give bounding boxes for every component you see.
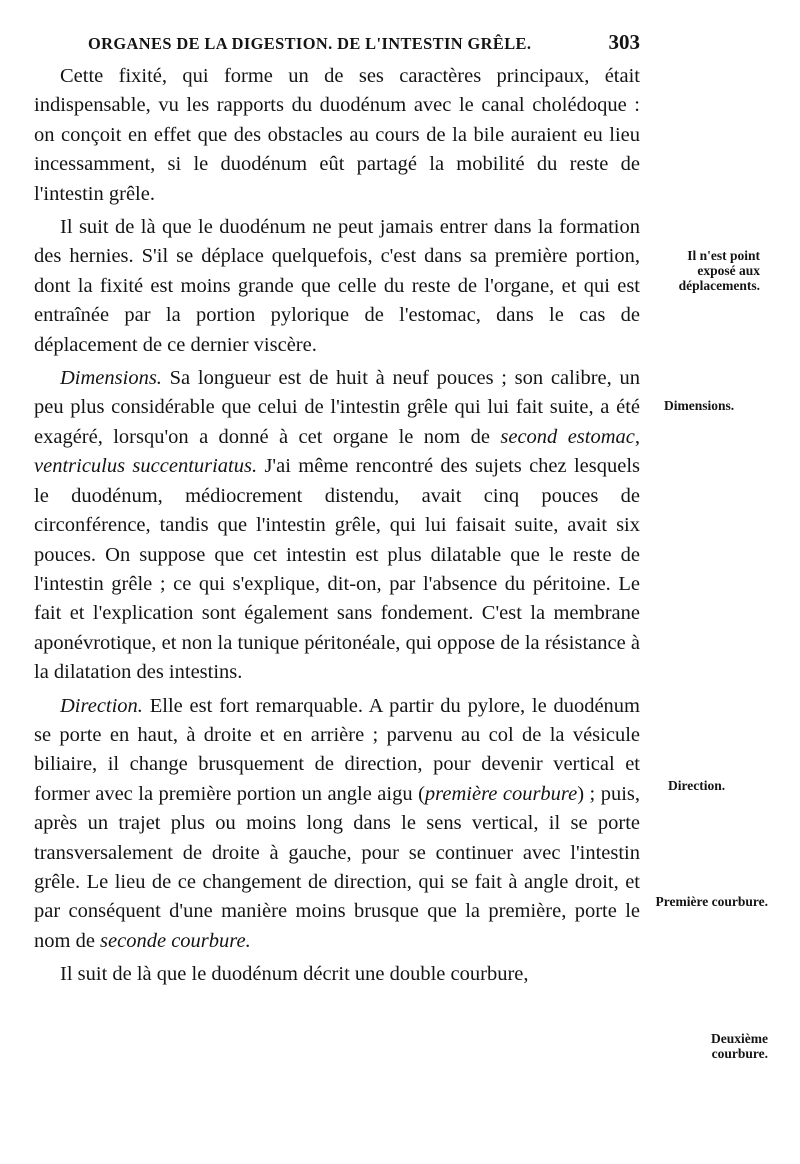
lead-dimensions: Dimensions. bbox=[60, 367, 162, 390]
running-head: ORGANES DE LA DIGESTION. DE L'INTESTIN GRÊLE. bbox=[88, 34, 532, 53]
lead-direction: Direction. bbox=[60, 694, 143, 717]
paragraph-dimensions bbox=[34, 364, 640, 687]
paragraph-double-curve: Il suit de là que le duodénum décrit une double courbure, bbox=[60, 963, 529, 986]
margin-note-first-curve: Première courbure. bbox=[655, 894, 768, 909]
direction-text-1: Elle est fort remarquable. A partir du pylore, le duodénum se porte en haut, à droite et en arrière ; parvenu au col de la vésicule biliaire, il change brusquement de direction, pour devenir vertical et former avec la première portion un angle aigu ( bbox=[34, 694, 640, 805]
paragraph-fixity: Cette fixité, qui forme un de ses caractères principaux, était indispensable, vu les rapports du duodénum avec le canal cholédoque : on conçoit en effet que des obstacles au cours de la bile auraient eu lieu incessamment, si le duodénum eût partagé la mobilité du reste de l'intestin grêle. bbox=[34, 65, 640, 205]
page-number: 303 bbox=[608, 30, 640, 54]
margin-note-second-curve: Deuxième courbure. bbox=[711, 1031, 768, 1061]
term-ventriculus: ventriculus succenturiatus. bbox=[34, 455, 258, 478]
paragraph-direction bbox=[34, 692, 640, 957]
term-second-estomac: second estomac bbox=[500, 425, 635, 448]
body-text bbox=[34, 62, 640, 990]
dimensions-text-3: J'ai même rencontré des sujets chez lesquels le duodénum, médiocrement distendu, avait cinq pouces de circonférence, tandis que l'intestin grêle, qui lui faisait suite, avait six pouces. On suppose que cet intestin est plus dilatable que le reste de l'intestin grêle ; ce qui s'explique, dit-on, par l'absence du péritoine. Le fait et l'explication sont également sans fondement. C'est la membrane aponévrotique, et non la tunique péritonéale, qui oppose de la résistance à la dilatation des intestins. bbox=[34, 455, 640, 684]
margin-note-dimensions: Dimensions. bbox=[664, 398, 735, 413]
dimensions-text-1: Sa longueur est de huit à neuf pouces ; son calibre, un peu plus considérable que celui de l'intestin grêle qui lui fait suite, a été exagéré, lorsqu'on a donné à cet organe le nom de bbox=[34, 367, 640, 448]
paragraph-hernias: Il suit de là que le duodénum ne peut jamais entrer dans la formation des hernies. S'il se déplace quelquefois, c'est dans sa première portion, dont la fixité est moins grande que celle du reste de l'organe, et qui est entraînée par la portion pylorique de l'estomac, dans le cas de déplacement de ce dernier viscère. bbox=[34, 216, 640, 356]
term-premiere-courbure: première courbure bbox=[424, 782, 578, 805]
dimensions-text-2: , bbox=[634, 425, 640, 448]
direction-text-2: ) ; puis, après un trajet plus ou moins long dans le sens vertical, il se porte transversalement de droite à gauche, pour se continuer avec l'intestin grêle. Le lieu de ce changement de direction, qui se fait à angle droit, et par conséquent d'une manière moins brusque que la première, porte le nom de bbox=[34, 782, 640, 952]
term-seconde-courbure: seconde courbure. bbox=[100, 929, 251, 952]
margin-note-not-exposed: Il n'est point exposé aux déplacements. bbox=[678, 248, 760, 293]
margin-note-direction: Direction. bbox=[668, 778, 726, 793]
